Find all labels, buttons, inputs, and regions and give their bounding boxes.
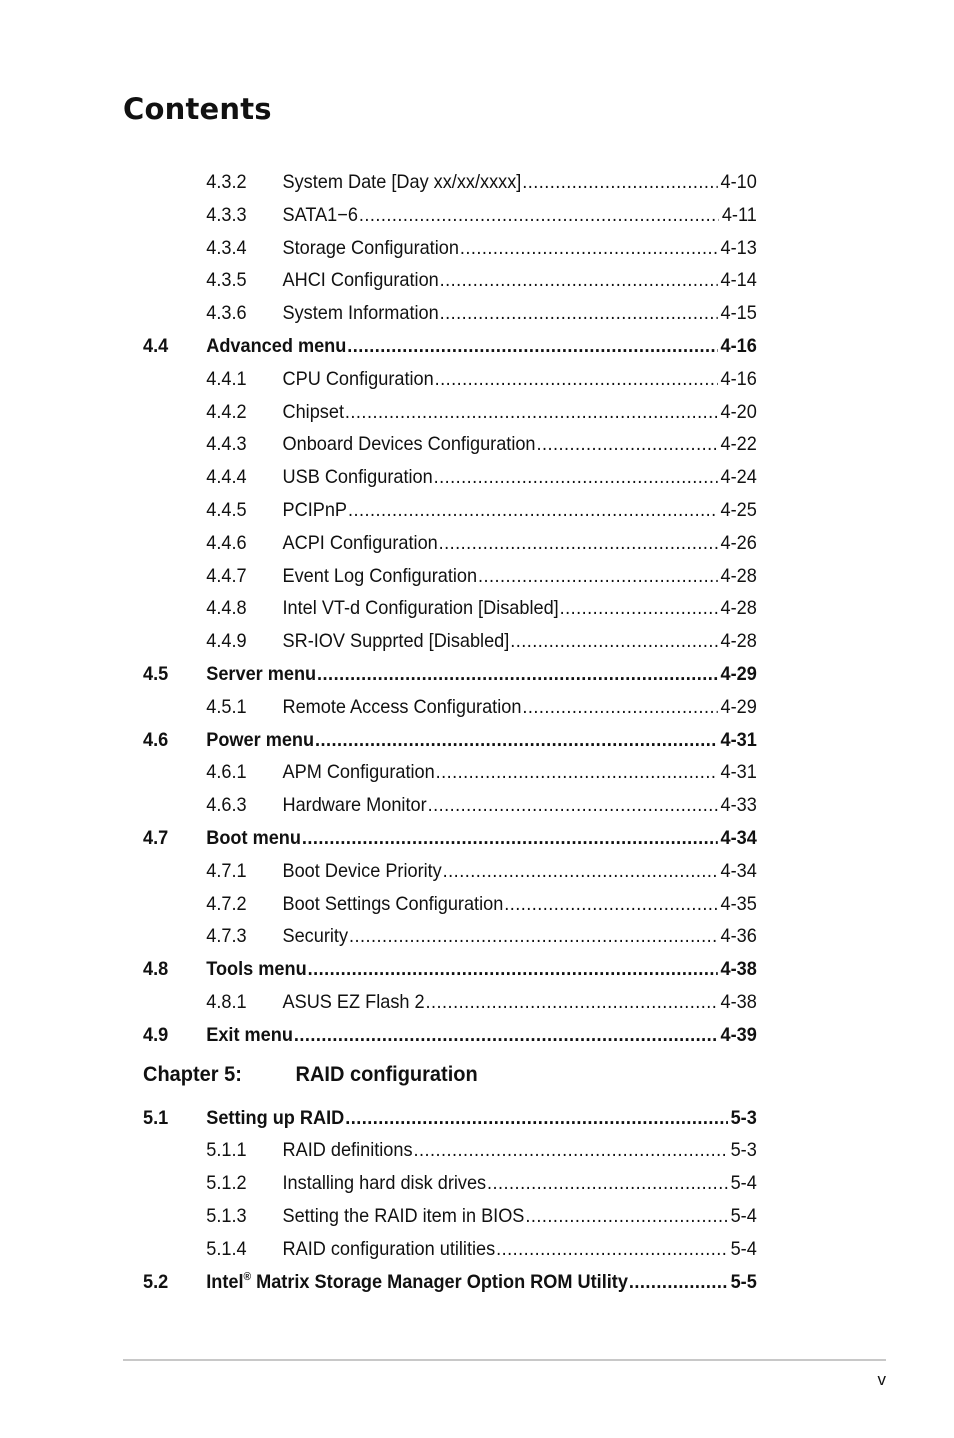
dot-leader [315, 724, 718, 757]
toc-entry-title: SR-IOV Supprted [Disabled] [282, 630, 510, 653]
toc-entry-page: 5-4 [730, 1237, 757, 1260]
toc-entry-title: Chipset [282, 400, 344, 423]
toc-entry-page: 4-11 [721, 203, 757, 226]
toc-entry-4-4-8[interactable] [10, 592, 897, 625]
toc-section-number: 4.6 [143, 728, 169, 751]
dot-leader [522, 691, 717, 724]
dot-leader [439, 527, 718, 560]
dot-leader [496, 1233, 728, 1266]
dot-leader [308, 953, 718, 986]
dot-leader [504, 888, 717, 921]
toc-entry-title: Storage Configuration [282, 236, 459, 259]
dot-leader [525, 1200, 727, 1233]
dot-leader [487, 1167, 728, 1200]
toc-entry-4-3-3[interactable] [10, 199, 897, 232]
toc-section-4-9[interactable] [10, 1019, 897, 1052]
toc-section-title: Setting up RAID [206, 1106, 345, 1129]
toc-entry-number: 4.4.9 [206, 630, 247, 653]
toc-section-4-6[interactable] [10, 724, 897, 757]
toc-section-page: 4-39 [720, 1023, 757, 1046]
toc-entry-page: 4-25 [720, 498, 757, 521]
toc-entry-page: 5-4 [730, 1172, 757, 1195]
toc-entry-4-4-4[interactable] [10, 461, 897, 494]
toc-section-title: Power menu [206, 728, 315, 751]
dot-leader [294, 1019, 718, 1052]
toc-entry-title: SATA1−6 [282, 203, 358, 226]
registered-mark: ® [243, 1270, 252, 1283]
toc-entry-title: System Information [282, 302, 439, 325]
toc-entry-number: 5.1.2 [206, 1172, 247, 1195]
toc-entry-page: 4-28 [720, 597, 757, 620]
dot-leader [345, 1102, 728, 1135]
toc-entry-number: 4.8.1 [206, 990, 247, 1013]
toc-entry-5-1-4[interactable] [10, 1233, 897, 1266]
toc-entry-4-4-3[interactable] [10, 428, 897, 461]
toc-entry-number: 4.4.1 [206, 367, 247, 390]
toc-entry-number: 5.1.4 [206, 1237, 247, 1260]
toc-entry-page: 4-31 [720, 761, 757, 784]
dot-leader [302, 822, 718, 855]
toc-section-page: 4-29 [720, 662, 757, 685]
dot-leader [443, 855, 718, 888]
toc-entry-4-7-1[interactable] [10, 855, 897, 888]
dot-leader [348, 494, 718, 527]
toc-entry-number: 4.3.5 [206, 269, 247, 292]
toc-entry-4-4-7[interactable] [10, 560, 897, 593]
toc-chapter-5[interactable] [10, 1052, 897, 1102]
toc-entry-page: 5-3 [730, 1139, 757, 1162]
toc-section-title: Advanced menu [206, 334, 347, 357]
toc-entry-5-1-3[interactable] [10, 1200, 897, 1233]
dot-leader [345, 396, 718, 429]
toc-entry-4-4-6[interactable] [10, 527, 897, 560]
toc-entry-number: 4.6.3 [206, 794, 247, 817]
toc-entry-page: 4-13 [720, 236, 757, 259]
dot-leader [560, 592, 718, 625]
toc-section-number: 4.7 [143, 826, 169, 849]
toc-entry-4-7-3[interactable] [10, 920, 897, 953]
toc-entry-page: 4-16 [720, 367, 757, 390]
toc-section-page: 4-38 [720, 958, 757, 981]
toc-entry-title: CPU Configuration [282, 367, 434, 390]
toc-entry-number: 4.4.8 [206, 597, 247, 620]
toc-section-page: 4-31 [720, 728, 757, 751]
dot-leader [536, 428, 717, 461]
toc-entry-title: Intel VT-d Configuration [Disabled] [282, 597, 559, 620]
toc-section-5-1[interactable] [10, 1102, 897, 1135]
toc-entry-number: 4.4.3 [206, 433, 247, 456]
dot-leader [426, 986, 718, 1019]
dot-leader [460, 232, 718, 265]
dot-leader [440, 297, 718, 330]
toc-entry-page: 4-29 [720, 695, 757, 718]
toc-entry-title: RAID configuration utilities [282, 1237, 496, 1260]
toc-entry-title: Boot Settings Configuration [282, 892, 504, 915]
toc-section-number: 4.9 [143, 1023, 169, 1046]
toc-entry-page: 4-34 [720, 859, 757, 882]
toc-entry-4-7-2[interactable] [10, 888, 897, 921]
toc-entry-number: 5.1.1 [206, 1139, 247, 1162]
toc-section-page: 4-34 [720, 826, 757, 849]
toc-entry-5-1-2[interactable] [10, 1167, 897, 1200]
dot-leader [317, 658, 718, 691]
dot-leader [435, 363, 718, 396]
toc-entry-title: Onboard Devices Configuration [282, 433, 536, 456]
toc-entry-number: 4.4.5 [206, 498, 247, 521]
page-title: Contents [123, 92, 272, 126]
toc-section-4-8[interactable] [10, 953, 897, 986]
toc-section-4-7[interactable] [10, 822, 897, 855]
dot-leader [347, 330, 717, 363]
toc-section-page: 5-3 [730, 1106, 757, 1129]
toc-entry-title: PCIPnP [282, 498, 348, 521]
toc-entry-title: Setting the RAID item in BIOS [282, 1204, 525, 1227]
page-number: v [877, 1370, 886, 1389]
toc-entry-number: 4.7.1 [206, 859, 247, 882]
toc-entry-title: Hardware Monitor [282, 794, 427, 817]
dot-leader [359, 199, 719, 232]
dot-leader [629, 1266, 728, 1299]
toc-entry-title: AHCI Configuration [282, 269, 439, 292]
toc-section-number: 4.5 [143, 662, 169, 685]
dot-leader [413, 1134, 727, 1167]
toc-entry-title: APM Configuration [282, 761, 435, 784]
toc-entry-number: 4.3.4 [206, 236, 247, 259]
toc-entry-4-3-5[interactable] [10, 264, 897, 297]
toc-entry-number: 5.1.3 [206, 1204, 247, 1227]
toc-entry-title: ASUS EZ Flash 2 [282, 990, 425, 1013]
toc-entry-page: 4-33 [720, 794, 757, 817]
toc-entry-title: Event Log Configuration [282, 564, 478, 587]
footer-divider [123, 1359, 886, 1361]
toc-entry-page: 5-4 [730, 1204, 757, 1227]
toc-entry-title: ACPI Configuration [282, 531, 438, 554]
toc-entry-4-3-6[interactable] [10, 297, 897, 330]
toc-entry-number: 4.7.3 [206, 925, 247, 948]
chapter-title: RAID configuration [295, 1061, 478, 1086]
dot-leader [349, 920, 718, 953]
toc-section-title: Tools menu [206, 958, 307, 981]
toc-section-title: Exit menu [206, 1023, 293, 1046]
toc-entry-page: 4-14 [720, 269, 757, 292]
toc-section-page: 5-5 [730, 1270, 757, 1293]
chapter-number: Chapter 5: [143, 1061, 242, 1086]
toc-section-number: 4.8 [143, 958, 169, 981]
table-of-contents [0, 166, 954, 1298]
toc-entry-page: 4-38 [720, 990, 757, 1013]
toc-section-number: 5.1 [143, 1106, 169, 1129]
toc-entry-4-4-1[interactable] [10, 363, 897, 396]
toc-entry-number: 4.4.6 [206, 531, 247, 554]
toc-entry-title: RAID definitions [282, 1139, 413, 1162]
toc-entry-page: 4-36 [720, 925, 757, 948]
toc-entry-number: 4.7.2 [206, 892, 247, 915]
toc-entry-page: 4-10 [720, 171, 757, 193]
toc-entry-number: 4.4.2 [206, 400, 247, 423]
toc-entry-number: 4.3.2 [206, 171, 247, 193]
toc-entry-4-4-2[interactable] [10, 396, 897, 429]
toc-section-5-2[interactable] [10, 1266, 897, 1299]
toc-entry-title: Remote Access Configuration [282, 695, 522, 718]
toc-entry-page: 4-28 [720, 564, 757, 587]
dot-leader [510, 625, 717, 658]
toc-entry-title: System Date [Day xx/xx/xxxx] [282, 171, 522, 193]
toc-section-4-4[interactable] [10, 330, 897, 363]
toc-entry-page: 4-24 [720, 466, 757, 489]
toc-entry-page: 4-20 [720, 400, 757, 423]
toc-entry-title: Installing hard disk drives [282, 1172, 487, 1195]
toc-entry-4-3-4[interactable] [10, 232, 897, 265]
toc-entry-page: 4-28 [720, 630, 757, 653]
toc-section-4-5[interactable] [10, 658, 897, 691]
toc-entry-number: 4.4.7 [206, 564, 247, 587]
dot-leader [434, 461, 718, 494]
toc-entry-number: 4.6.1 [206, 761, 247, 784]
toc-section-title: Boot menu [206, 826, 301, 849]
toc-entry-page: 4-35 [720, 892, 757, 915]
toc-entry-page: 4-26 [720, 531, 757, 554]
toc-entry-page: 4-22 [720, 433, 757, 456]
dot-leader [428, 789, 718, 822]
toc-section-title: Intel® Matrix Storage Manager Option ROM Utility [206, 1270, 628, 1293]
dot-leader [436, 756, 718, 789]
dot-leader [478, 560, 718, 593]
toc-entry-4-4-9[interactable] [10, 625, 897, 658]
toc-section-title: Server menu [206, 662, 317, 685]
toc-entry-number: 4.3.3 [206, 203, 247, 226]
toc-entry-4-4-5[interactable] [10, 494, 897, 527]
toc-entry-title: USB Configuration [282, 466, 433, 489]
toc-entry-page: 4-15 [720, 302, 757, 325]
toc-entry-4-3-2[interactable] [10, 166, 897, 199]
toc-entry-4-5-1[interactable] [10, 691, 897, 724]
toc-section-number: 4.4 [143, 334, 169, 357]
toc-entry-title: Boot Device Priority [282, 859, 442, 882]
toc-entry-4-8-1[interactable] [10, 986, 897, 1019]
toc-entry-number: 4.3.6 [206, 302, 247, 325]
dot-leader [440, 264, 718, 297]
toc-section-page: 4-16 [720, 334, 757, 357]
toc-entry-number: 4.5.1 [206, 695, 247, 718]
toc-entry-title: Security [282, 925, 349, 948]
toc-entry-4-6-3[interactable] [10, 789, 897, 822]
toc-entry-5-1-1[interactable] [10, 1134, 897, 1167]
toc-entry-4-6-1[interactable] [10, 756, 897, 789]
toc-section-number: 5.2 [143, 1270, 169, 1293]
toc-entry-number: 4.4.4 [206, 466, 247, 489]
dot-leader [522, 166, 717, 199]
